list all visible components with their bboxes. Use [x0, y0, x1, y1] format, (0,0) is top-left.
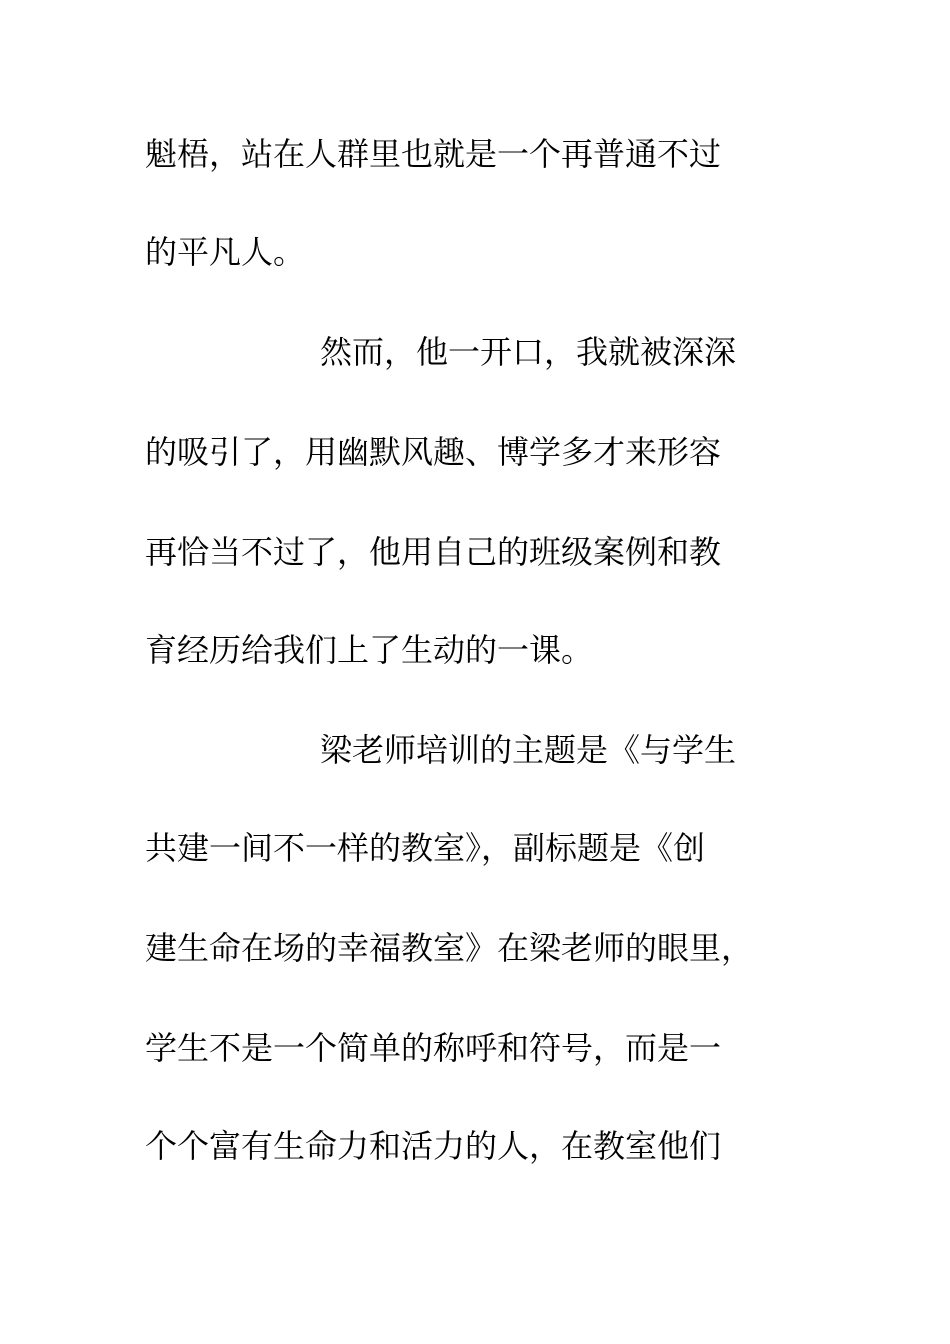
- text-line: 个个富有生命力和活力的人，在教室他们: [145, 1127, 722, 1165]
- text-line: 学生不是一个简单的称呼和符号，而是一: [145, 1029, 722, 1067]
- paragraph-start-line: 然而，他一开口，我就被深深: [320, 333, 737, 371]
- text-line: 建生命在场的幸福教室》在梁老师的眼里，: [145, 929, 754, 967]
- text-line: 共建一间不一样的教室》，副标题是《创: [145, 829, 706, 867]
- text-line: 再恰当不过了，他用自己的班级案例和教: [145, 533, 722, 571]
- text-line: 的吸引了，用幽默风趣、博学多才来形容: [145, 433, 722, 471]
- paragraph-start-line: 梁老师培训的主题是《与学生: [320, 731, 737, 769]
- text-line: 育经历给我们上了生动的一课。: [145, 631, 594, 669]
- text-line: 的平凡人。: [145, 233, 306, 271]
- text-line: 魁梧，站在人群里也就是一个再普通不过: [145, 135, 722, 173]
